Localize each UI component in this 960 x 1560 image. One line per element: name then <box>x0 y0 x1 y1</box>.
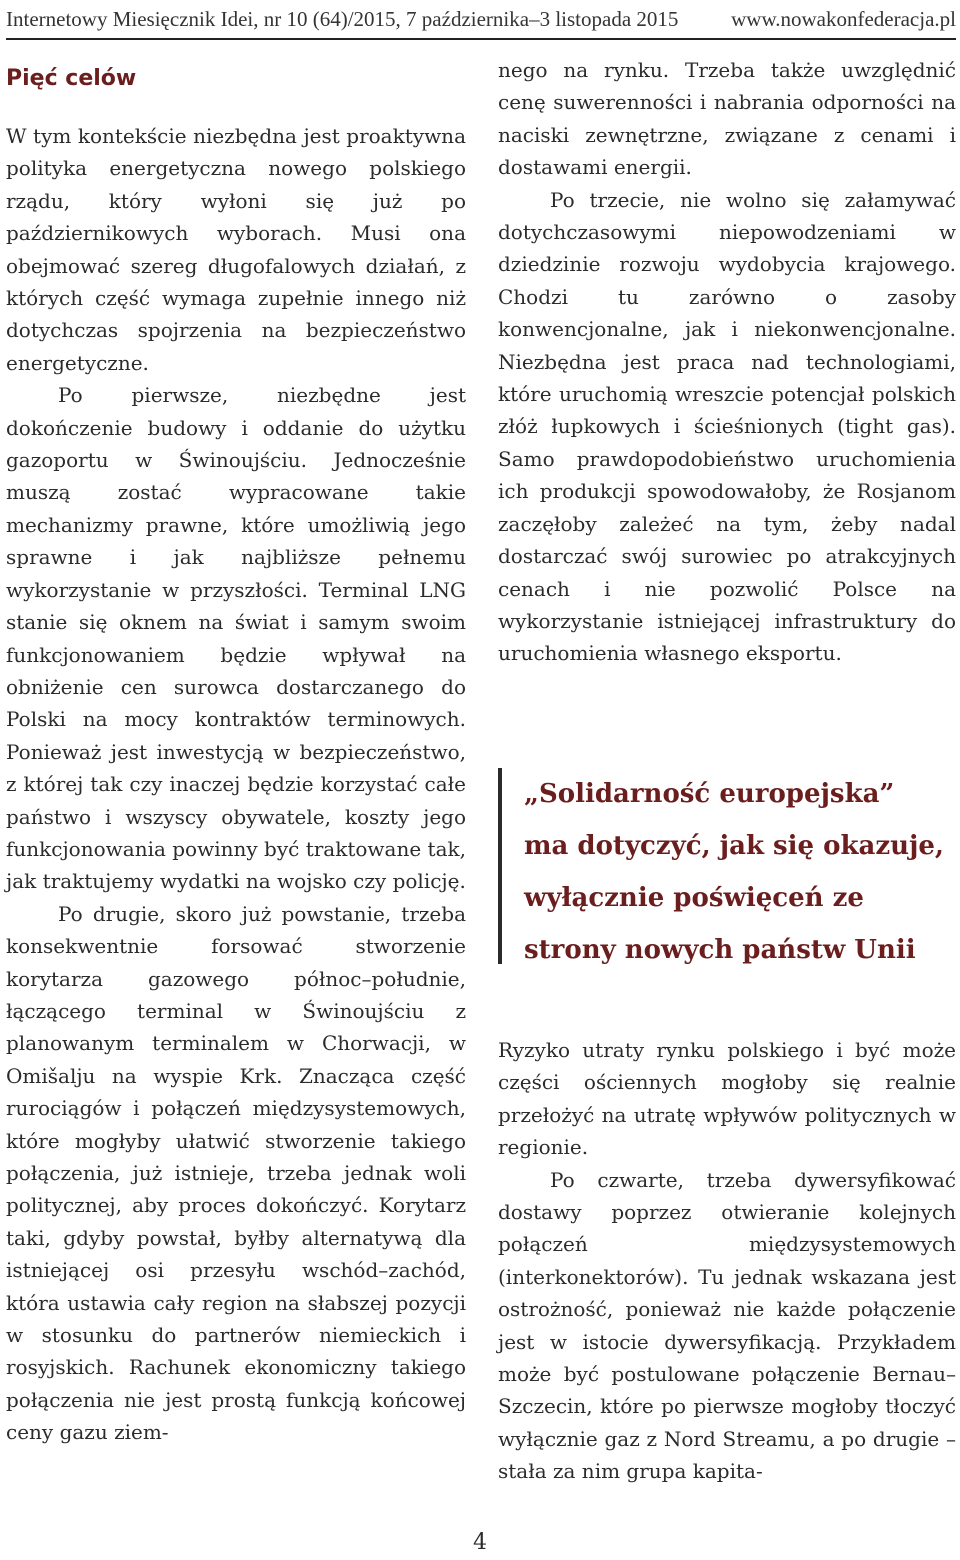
paragraph: Po drugie, skoro już powstanie, trzeba konsekwentnie forsować stworzenie korytarza gazowego północ–południe, łączącego terminal w Świnoujściu z planowanym terminalem w Chorwacji, w Omišalju na wyspie Krk. Znacząca część rurociągów i połączeń międzysystemowych, które mogłyby ułatwić stworzenie takiego połączenia, już istnieje, trzeba jednak woli politycznej, aby proces dokończyć. Korytarz taki, gdyby powstał, byłby alternatywą dla istniejącej osi przesyłu wschód–zachód, która ustawia cały region na słabszej pozycji w stosunku do partnerów niemieckich i rosyjskich. Rachunek ekonomiczny takiego połączenia nie jest prostą funkcją końcowej ceny gazu ziem- <box>6 901 466 1445</box>
page-number: 4 <box>473 1530 487 1555</box>
running-header <box>6 0 956 40</box>
paragraph: Po czwarte, trzeba dywersyfikować dostawy poprzez otwieranie kolejnych połączeń międzysystemowych (interkonektorów). Tu jednak wskazana jest ostrożność, ponieważ nie każde połączenie jest w istocie dywersyfikacją. Przykładem może być postulowane połączenie Bernau–Szczecin, które po pierwsze mogłoby tłoczyć wyłącznie gaz z Nord Streamu, a po drugie – stała za nim grupa kapita- <box>498 1167 956 1484</box>
pull-quote <box>498 768 956 964</box>
paragraph: Po pierwsze, niezbędne jest dokończenie budowy i oddanie do użytku gazoportu w Świnoujściu. Jednocześnie muszą zostać wypracowane takie mechanizmy prawne, które umożliwią jego sprawne i jak najbliższe pełnemu wykorzystanie w przyszłości. Terminal LNG stanie się oknem na świat i samym swoim funkcjonowaniem będzie wpływał na obniżenie cen surowca dostarczanego do Polski na mocy kontraktów terminowych. Ponieważ jest inwestycją w bezpieczeństwo, z której tak czy inaczej będzie korzystać całe państwo i wszyscy obywatele, koszty jego funkcjonowania powinny być traktowane tak, jak traktujemy wydatki na wojsko czy policję. <box>6 383 466 894</box>
paragraph: nego na rynku. Trzeba także uwzględnić cenę suwerenności i nabrania odporności na naciski zewnętrzne, związane z cenami i dostawami energii. <box>498 58 956 180</box>
pull-quote-line: „Solidarność europejska” <box>524 779 895 809</box>
paragraph: W tym kontekście niezbędna jest proaktywna polityka energetyczna nowego polskiego rządu, który wyłoni się już po październikowych wyborach. Musi ona obejmować szereg długofalowych działań, z których część wymaga zupełnie innego niż dotychczas spojrzenia na bezpieczeństwo energetyczne. <box>6 124 466 375</box>
right-column-top <box>498 54 956 670</box>
left-column <box>6 54 466 1449</box>
pull-quote-line: ma dotyczyć, jak się okazuje, <box>524 831 944 861</box>
section-title: Pięć celów <box>6 66 137 91</box>
paragraph: Po trzecie, nie wolno się załamywać dotychczasowymi niepowodzeniami w dziedzinie rozwoju wydobycia krajowego. Chodzi tu zarówno o zasoby konwencjonalne, jak i niekonwencjonalne. Niezbędna jest praca nad technologiami, które uruchomią wreszcie potencjał polskich złóż łupkowych i ścieśnionych (tight gas). Samo prawdopodobieństwo uruchomienia ich produkcji spowodowałoby, że Rosjanom zaczęłoby zależeć na tym, żeby nadal dostarczać swój surowiec po atrakcyjnych cenach i nie pozwolić Polsce na wykorzystanie istniejącej infrastruktury do uruchomienia własnego eksportu. <box>498 187 956 666</box>
paragraph: Ryzyko utraty rynku polskiego i być może części ościennych mogłoby się realnie przełożyć na utratę wpływów politycznych w regionie. <box>498 1038 956 1160</box>
header-publication: Internetowy Miesięcznik Idei, nr 10 (64)/2015, 7 października–3 listopada 2015 <box>6 6 679 31</box>
pull-quote-line: strony nowych państw Unii <box>524 935 916 965</box>
header-website-link[interactable]: www.nowakonfederacja.pl <box>731 6 956 31</box>
right-column-bottom <box>498 1034 956 1488</box>
pull-quote-line: wyłącznie poświęceń ze <box>524 883 864 913</box>
